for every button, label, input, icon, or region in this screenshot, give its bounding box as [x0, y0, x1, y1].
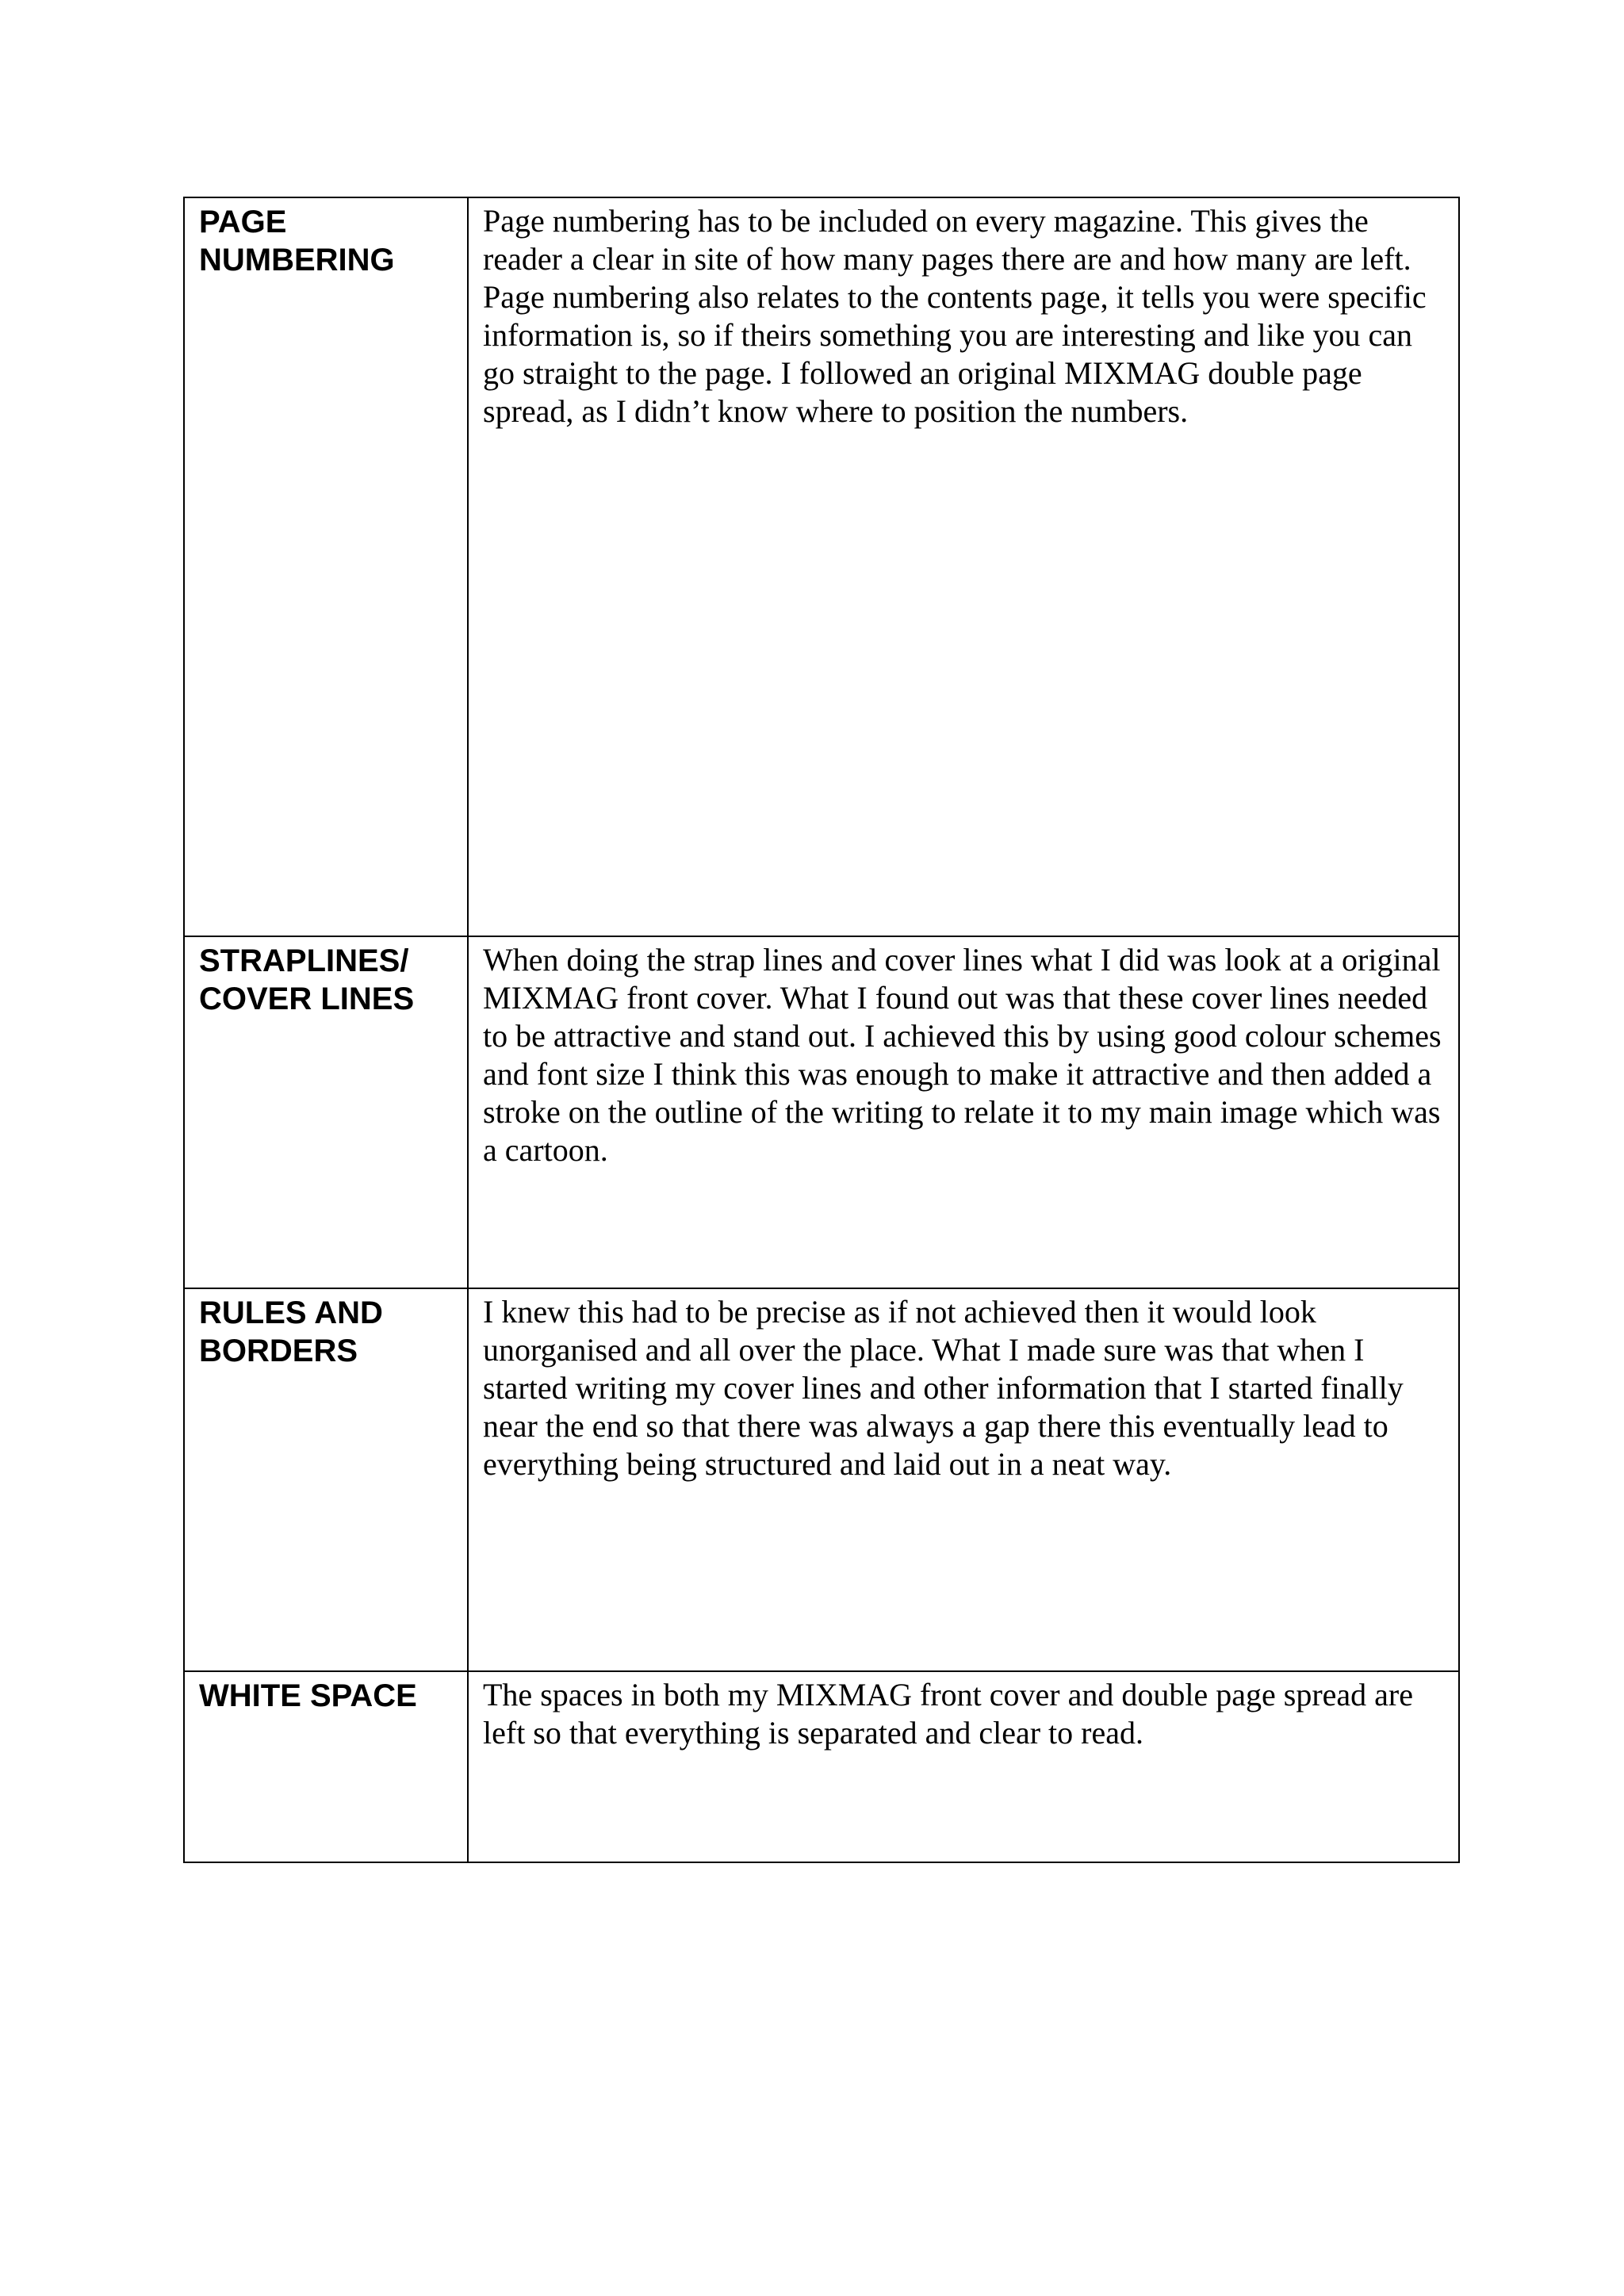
text-cell: [468, 1288, 1459, 1671]
table-row: [184, 197, 1459, 936]
table-row: [184, 936, 1459, 1288]
label-cell: [184, 197, 468, 936]
row-text-white-space: The spaces in both my MIXMAG front cover and double page spread are left so that everything is separated and clear to read.: [483, 1677, 1413, 1751]
row-text-rules-borders: I knew this had to be precise as if not achieved then it would look unorganised and all over the place. What I made sure was that when I started writing my cover lines and other information that I started finally near the end so that there was always a gap there this eventually lead to everything being structured and laid out in a neat way.: [483, 1294, 1404, 1482]
row-heading-white-space: WHITE SPACE: [199, 1678, 417, 1713]
text-cell: [468, 936, 1459, 1288]
text-cell: [468, 1671, 1459, 1862]
label-cell: [184, 1671, 468, 1862]
row-heading-page-numbering: PAGE NUMBERING: [199, 205, 395, 277]
row-text-page-numbering: Page numbering has to be included on every magazine. This gives the reader a clear in site of how many pages there are and how many are left. Page numbering also relates to the contents page, it tells you were specific information is, so if theirs something you are interesting and like you can go straight to the page. I followed an original MIXMAG double page spread, as I didn’t know where to position the numbers.: [483, 203, 1427, 429]
analysis-table: [183, 197, 1460, 1863]
label-cell: [184, 936, 468, 1288]
table-row: [184, 1671, 1459, 1862]
row-text-straplines: When doing the strap lines and cover lines what I did was look at a original MIXMAG front cover. What I found out was that these cover lines needed to be attractive and stand out. I achieved this by using good colour schemes and font size I think this was enough to make it attractive and then added a stroke on the outline of the writing to relate it to my main image which was a cartoon.: [483, 942, 1442, 1168]
text-cell: [468, 197, 1459, 936]
label-cell: [184, 1288, 468, 1671]
table-row: [184, 1288, 1459, 1671]
row-heading-straplines: STRAPLINES/ COVER LINES: [199, 943, 415, 1016]
row-heading-rules-borders: RULES AND BORDERS: [199, 1295, 383, 1368]
